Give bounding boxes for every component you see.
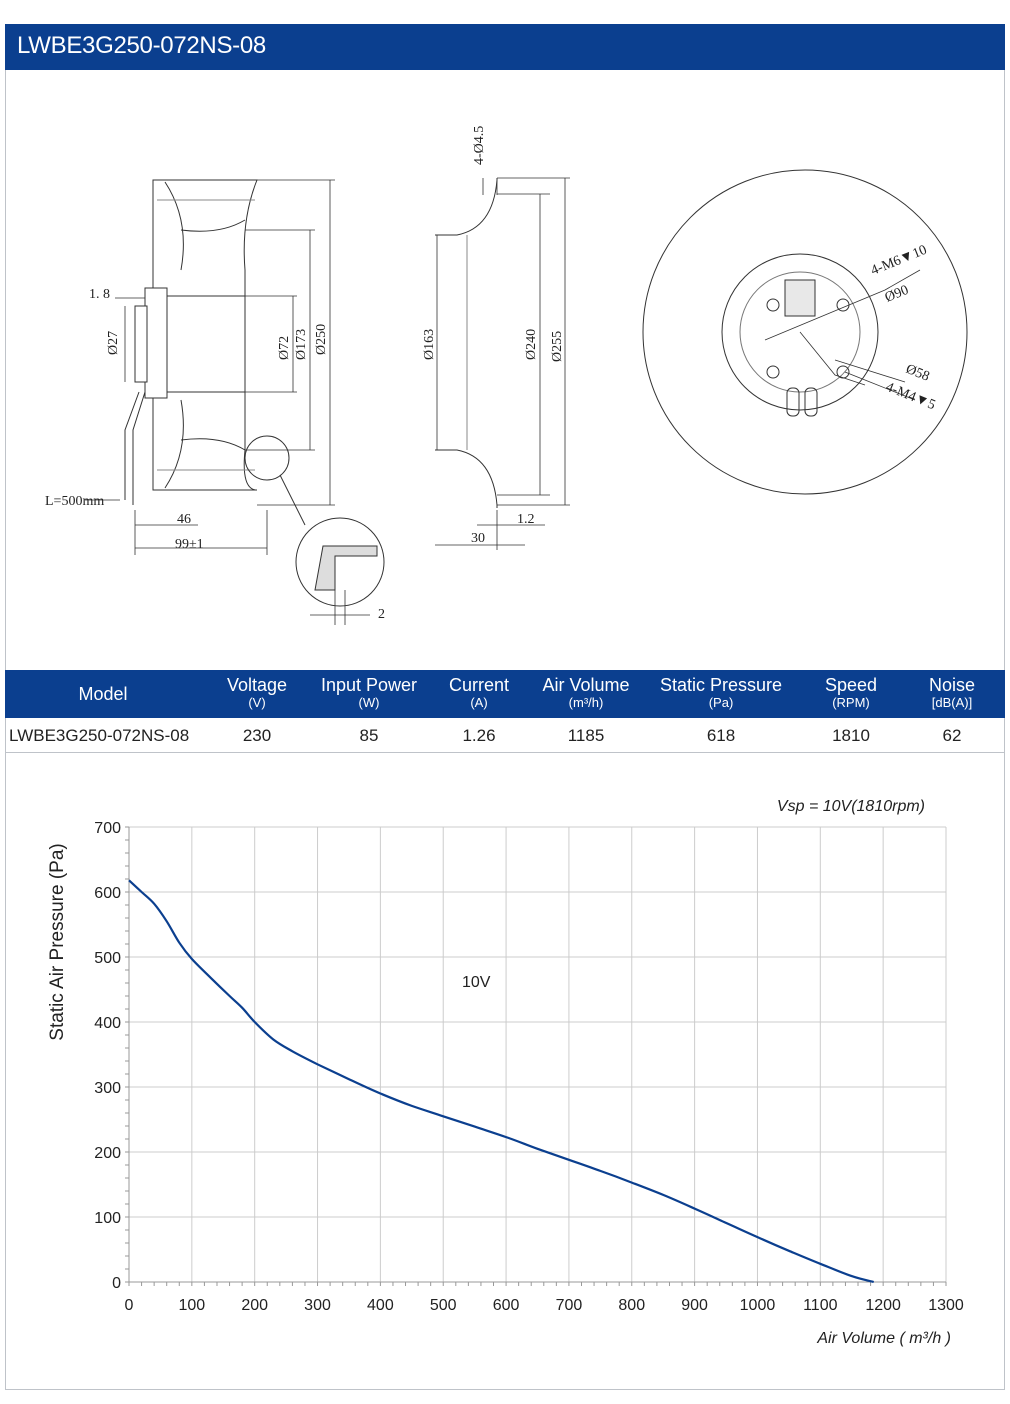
chart-svg bbox=[5, 752, 1005, 1382]
cell-model: LWBE3G250-072NS-08 bbox=[9, 726, 190, 745]
front-view-labels bbox=[869, 243, 937, 413]
dim-240: Ø240 bbox=[524, 328, 539, 360]
cable-gland bbox=[805, 388, 817, 416]
col-voltage: Voltage (V) bbox=[226, 675, 288, 710]
dim-255: Ø255 bbox=[550, 330, 565, 362]
dim-30: 30 bbox=[471, 531, 485, 546]
inlet-ring-labels bbox=[422, 126, 565, 546]
heat-sink bbox=[785, 280, 815, 316]
series-line-10v bbox=[129, 880, 874, 1282]
dim-1-2: 1.2 bbox=[517, 512, 535, 527]
detail-section bbox=[315, 546, 377, 590]
dim-72: Ø72 bbox=[277, 335, 292, 360]
front-view bbox=[643, 170, 967, 494]
detail-marker bbox=[245, 436, 289, 480]
dim-99: 99±1 bbox=[175, 537, 204, 552]
y-tick-label: 200 bbox=[94, 1145, 121, 1162]
col-static-pressure: Static Pressure (Pa) bbox=[659, 675, 783, 710]
dim-250: Ø250 bbox=[314, 323, 329, 355]
chart-title: Vsp = 10V(1810rpm) bbox=[776, 798, 925, 815]
dim-holes: 4-Ø4.5 bbox=[472, 125, 487, 165]
x-tick-label: 200 bbox=[241, 1297, 269, 1314]
dim-line bbox=[437, 178, 565, 505]
page-title: LWBE3G250-072NS-08 bbox=[17, 32, 266, 59]
cell-current: 1.26 bbox=[462, 726, 496, 745]
x-tick-label: 800 bbox=[618, 1297, 646, 1314]
dim-58: Ø58 bbox=[903, 361, 932, 385]
x-tick-label: 500 bbox=[429, 1297, 457, 1314]
series-layer bbox=[129, 880, 874, 1282]
cable-length: L=500mm bbox=[45, 494, 105, 509]
table-row bbox=[5, 718, 1005, 753]
dim-46: 46 bbox=[177, 512, 191, 527]
x-tick-label: 100 bbox=[178, 1297, 206, 1314]
x-tick-label: 600 bbox=[492, 1297, 520, 1314]
x-tick-label: 700 bbox=[555, 1297, 583, 1314]
series-label-10v: 10V bbox=[462, 974, 491, 991]
col-noise: Noise [dB(A)] bbox=[928, 675, 976, 710]
tick-labels bbox=[94, 820, 964, 1314]
inlet-profile bbox=[435, 178, 497, 508]
col-input-power: Input Power (W) bbox=[320, 675, 418, 710]
dim-163: Ø163 bbox=[422, 328, 437, 360]
title-bar bbox=[5, 24, 1005, 70]
x-tick-label: 1200 bbox=[865, 1297, 901, 1314]
dim-m4: 4-M4▼5 bbox=[883, 379, 938, 414]
motor-body bbox=[165, 296, 245, 392]
impeller-disc bbox=[643, 170, 967, 494]
y-tick-label: 400 bbox=[94, 1015, 121, 1032]
screw-hole bbox=[767, 366, 779, 378]
y-tick-label: 700 bbox=[94, 820, 121, 837]
col-speed: Speed (RPM) bbox=[824, 675, 878, 710]
dim-90: Ø90 bbox=[882, 282, 911, 306]
y-tick-label: 300 bbox=[94, 1080, 121, 1097]
drawing-svg bbox=[5, 70, 1005, 670]
y-axis-label: Static Air Pressure (Pa) bbox=[47, 843, 68, 1041]
dim-m6: 4-M6▼10 bbox=[868, 242, 930, 279]
dim-line bbox=[310, 590, 370, 625]
col-current: Current (A) bbox=[448, 675, 510, 710]
grid bbox=[129, 827, 946, 1282]
performance-chart bbox=[5, 752, 1005, 1382]
dim-1-8: 1. 8 bbox=[89, 287, 110, 302]
x-tick-label: 900 bbox=[681, 1297, 708, 1314]
motor-hub bbox=[135, 306, 147, 382]
motor-flange bbox=[145, 288, 167, 398]
x-tick-label: 400 bbox=[367, 1297, 394, 1314]
inlet-ring-view bbox=[435, 178, 570, 550]
y-tick-label: 500 bbox=[94, 950, 121, 967]
x-tick-label: 1100 bbox=[803, 1297, 838, 1314]
cell-noise: 62 bbox=[942, 726, 962, 745]
leader-line bbox=[280, 475, 305, 525]
cell-static-pressure: 618 bbox=[706, 726, 736, 745]
y-tick-label: 0 bbox=[112, 1275, 121, 1292]
cell-input-power: 85 bbox=[359, 726, 379, 745]
dim-27: Ø27 bbox=[106, 330, 121, 355]
spec-table-header bbox=[5, 670, 1005, 718]
cell-voltage: 230 bbox=[242, 726, 272, 745]
x-tick-label: 1300 bbox=[928, 1297, 964, 1314]
y-tick-label: 600 bbox=[94, 885, 121, 902]
col-air-volume: Air Volume (m³/h) bbox=[542, 675, 630, 710]
cell-speed: 1810 bbox=[832, 726, 870, 745]
x-tick-label: 1000 bbox=[739, 1297, 776, 1314]
cell-air-volume: 1185 bbox=[567, 726, 605, 745]
side-view bbox=[85, 180, 384, 625]
dim-173: Ø173 bbox=[294, 328, 309, 360]
y-tick-label: 100 bbox=[94, 1210, 121, 1227]
dim-2: 2 bbox=[378, 607, 385, 622]
x-tick-label: 0 bbox=[124, 1297, 134, 1314]
technical-drawing bbox=[5, 70, 1005, 670]
x-tick-label: 300 bbox=[304, 1297, 331, 1314]
x-axis-label: Air Volume ( m³/h ) bbox=[817, 1330, 951, 1347]
cable bbox=[125, 392, 145, 505]
screw-hole bbox=[767, 299, 779, 311]
detail-view bbox=[296, 518, 384, 606]
col-model: Model bbox=[78, 684, 128, 704]
